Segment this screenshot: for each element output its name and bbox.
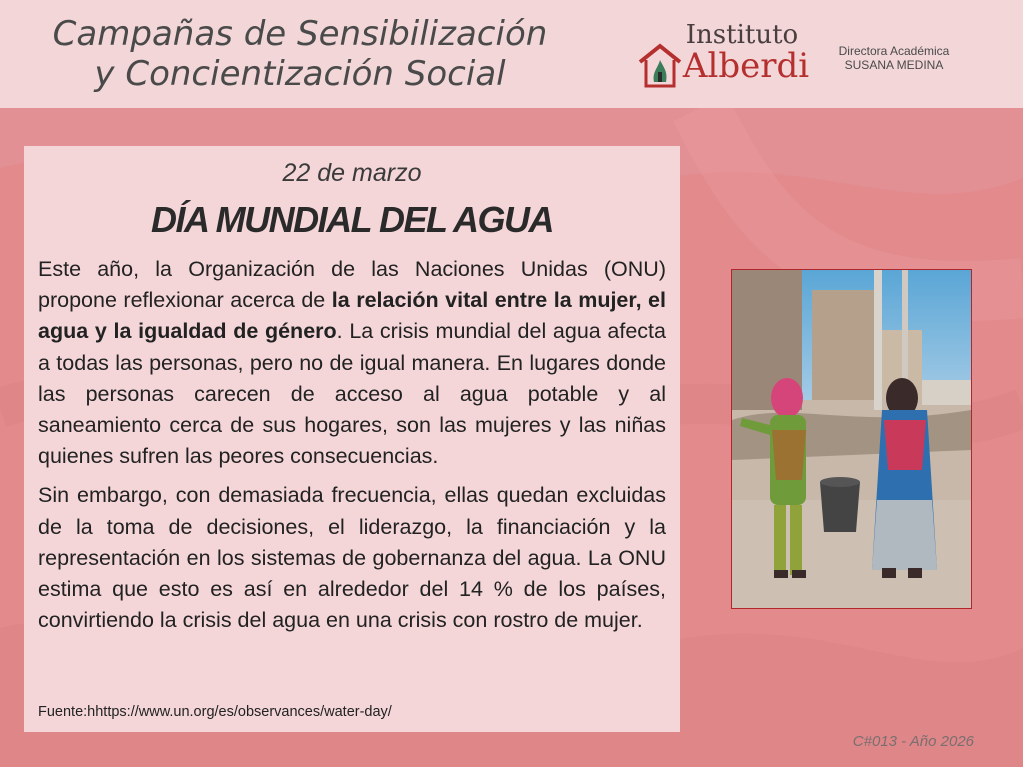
source-citation: Fuente:hhttps://www.un.org/es/observances/water-day/: [38, 704, 392, 720]
logo-text-alberdi: Alberdi: [682, 46, 810, 86]
logo-text-instituto: Instituto: [685, 20, 799, 50]
paragraph-1-text-a: Este año, la Organización de las Naciones Unidas (ONU) propone reflexionar acerca de: [38, 257, 666, 313]
header-banner: [0, 0, 1023, 108]
paragraph-1-bold: la relación vital entre la mujer, el agua y la igualdad de género: [38, 288, 666, 344]
women-carrying-water-photo: [731, 269, 972, 609]
content-card: [24, 146, 680, 732]
campaign-title: [40, 14, 560, 94]
campaign-title-line1: Campañas de Sensibilización: [52, 14, 548, 54]
director-role: Directora Académica: [838, 44, 950, 58]
paragraph-2: Sin embargo, con demasiada frecuencia, ellas quedan excluidas de la toma de decisiones, el liderazgo, la financiación y la representación en los sistemas de gobernanza del agua. La ONU estima que esto es así en alrededor del 14 % de los países, convirtiendo la crisis del agua en una crisis con rostro de mujer.: [38, 483, 666, 633]
event-headline: DÍA MUNDIAL DEL AGUA: [151, 199, 553, 240]
paragraph-1-text-b: . La crisis mundial del agua afecta a todas las personas, pero no de igual manera. En lugares donde las personas carecen de acceso al agua potable y al saneamiento cerca de sus hogares, son las mujeres y las niñas quienes sufren las peores consecuencias.: [38, 319, 666, 469]
event-date: 22 de marzo: [282, 159, 422, 187]
campaign-code: C#013 - Año 2026: [852, 733, 974, 750]
paragraph-1: [38, 254, 666, 472]
campaign-title-line2: y Concientización Social: [94, 54, 506, 94]
photo-illustration: [732, 270, 971, 608]
director-credit: [824, 44, 964, 72]
director-name: SUSANA MEDINA: [844, 58, 944, 72]
body-text: [38, 254, 666, 644]
institute-logo: [638, 20, 813, 96]
